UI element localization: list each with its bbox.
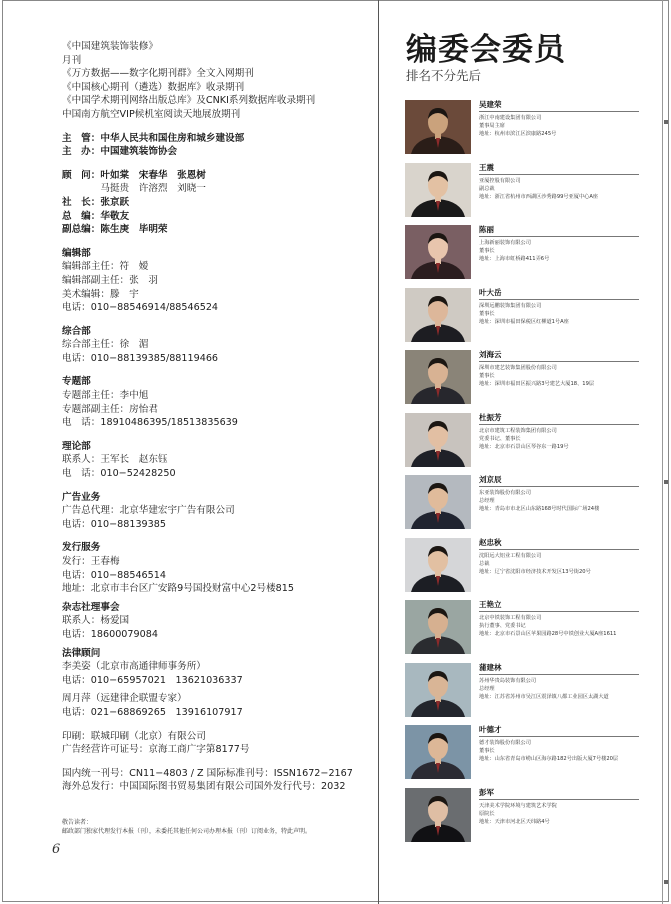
member-name: 叶德才 [479, 725, 502, 734]
section-line: 李美姿（北京市高通律师事务所） [62, 661, 206, 673]
member-detail: 地址：深圳市福田区振兴路3号建艺大厦18、19层 [479, 381, 595, 387]
ad-license: 广告经营许可证号：京海工商广字第8177号 [62, 744, 250, 756]
member-name: 陈丽 [479, 225, 494, 234]
section-line: 电话：18600079084 [62, 628, 158, 640]
member-photo [405, 225, 471, 279]
member-detail: 深圳市建艺装饰集团股份有限公司 [479, 365, 557, 371]
member-name: 杜振芳 [479, 412, 502, 422]
member-info [479, 225, 655, 263]
masthead-column [62, 40, 372, 794]
section-line: 联系人：王军长 赵东钰 [62, 454, 168, 466]
section-title: 发行服务 [62, 542, 101, 554]
member-card [405, 788, 655, 844]
member-detail: 深圳远鹏装饰集团有限公司 [479, 302, 542, 309]
member-name: 王震 [479, 162, 494, 172]
member-card [405, 225, 655, 281]
member-card [405, 725, 655, 781]
notice-text: 邮政部门独家代理发行本报（刊），未委托其他任何公司办理本报（刊）订阅业务，特此声明。 [62, 828, 312, 835]
member-info [479, 600, 655, 638]
member-photo [405, 350, 471, 404]
member-info [479, 100, 655, 138]
magazine-frequency: 月刊 [62, 54, 82, 66]
member-name: 王艳立 [479, 600, 502, 609]
section-line: 专题部副主任：房怡君 [62, 403, 158, 415]
member-info [479, 475, 655, 513]
member-info [479, 163, 655, 201]
member-card [405, 288, 655, 344]
member-name-rule [479, 486, 639, 487]
section-line: 电 话：010−52428250 [62, 468, 176, 480]
index-line: 《中国学术期刊网络出版总库》及CNKI系列数据库收录期刊 [62, 95, 316, 107]
member-detail: 地址：北京市石景山区琴谷东一路19号 [479, 443, 569, 450]
member-photo [405, 475, 471, 529]
section-line: 编辑部副主任：张 羽 [62, 274, 158, 286]
column-divider [378, 0, 379, 904]
member-photo [405, 288, 471, 342]
member-card [405, 663, 655, 719]
member-photo [405, 725, 471, 779]
member-detail: 天津美术学院环境与建筑艺术学院 [479, 802, 557, 809]
member-detail: 苏州华贵岛装饰有限公司 [479, 677, 537, 684]
member-detail: 董事长 [479, 748, 495, 754]
member-detail: 德才装饰股份有限公司 [479, 740, 531, 746]
scrollbar-mark [664, 880, 668, 884]
legal-advisor-2: 周月萍（远建律企联盟专家） [62, 693, 187, 705]
member-name: 吴建荣 [479, 100, 502, 109]
member-detail: 董事长 [479, 310, 495, 317]
member-detail: 地址：深圳市福田保税区红柳道1号A座 [479, 318, 569, 325]
member-detail: 原院长 [479, 810, 495, 817]
member-card [405, 350, 655, 406]
member-detail: 地址：天津市河北区天纬路4号 [479, 818, 550, 825]
section-line: 广告总代理：北京华建宏宇广告有限公司 [62, 505, 235, 517]
index-line: 中国南方航空VIP候机室阅读天地展放期刊 [62, 108, 241, 120]
member-detail: 总经理 [479, 685, 495, 692]
member-photo [405, 163, 471, 217]
section-line: 电话：010−88546514 [62, 569, 166, 581]
member-info [479, 788, 655, 826]
member-detail: 党委书记、董事长 [479, 435, 521, 442]
member-name: 蒲建林 [479, 662, 502, 672]
section-line: 电话：010−88139385 [62, 518, 166, 530]
scrollbar[interactable] [662, 0, 669, 904]
member-name-rule [479, 424, 639, 425]
supervisor: 主 管：中华人民共和国住房和城乡建设部 [62, 132, 245, 144]
section-line: 地址：北京市丰台区广安路9号国投财富中心2号楼815 [62, 583, 294, 595]
member-card [405, 100, 655, 156]
section-title: 综合部 [62, 325, 91, 337]
advisors: 顾 问：叶如棠 宋春华 张恩树 [62, 169, 206, 181]
member-name-rule [479, 299, 639, 300]
member-info [479, 538, 655, 576]
section-title: 广告业务 [62, 491, 101, 503]
member-name-rule [479, 111, 639, 112]
member-photo [405, 663, 471, 717]
member-info [479, 350, 655, 388]
member-detail: 董事长 [479, 373, 495, 379]
member-photo [405, 100, 471, 154]
printer: 印刷：联城印刷（北京）有限公司 [62, 730, 206, 742]
member-card [405, 413, 655, 469]
member-photo [405, 538, 471, 592]
section-line: 联系人：杨爱国 [62, 615, 130, 627]
member-detail: 地址：浙江省杭州市西湖区沙秀路99号亚厦中心A座 [479, 193, 599, 200]
member-card [405, 475, 655, 531]
scrollbar-mark [664, 120, 668, 124]
member-photo [405, 413, 471, 467]
member-photo [405, 788, 471, 842]
magazine-title: 《中国建筑装饰装修》 [62, 41, 158, 52]
member-detail: 董事长 [479, 248, 495, 254]
member-name: 刘京辰 [479, 475, 502, 484]
member-card [405, 538, 655, 594]
member-detail: 沈阳远大铝业工程有限公司 [479, 552, 542, 559]
member-detail: 地址：江苏省苏州市吴江区震泽镇八都工业园区太湖大道 [479, 693, 609, 700]
index-line: 《中国核心期刊（遴选）数据库》收录期刊 [62, 81, 245, 93]
notice-title: 敬告读者： [62, 819, 93, 826]
section-line: 综合部主任：徐 湄 [62, 339, 149, 351]
member-name: 刘海云 [479, 350, 502, 359]
member-detail: 地址：山东省青岛市崂山区海尔路182号出版大厦7号楼20层 [479, 756, 619, 762]
member-info [479, 663, 655, 701]
member-detail: 地址：辽宁省沈阳市经济技术开发区13号街20号 [479, 568, 591, 575]
legal-advisor-2-phone: 电话：021−68869265 13916107917 [62, 706, 243, 718]
issn-line: 国内统一刊号：CN11−4803 / Z 国际标准刊号：ISSN1672−2167 [62, 767, 353, 779]
member-name-rule [479, 549, 639, 550]
member-info [479, 288, 655, 326]
committee-subtitle: 排名不分先后 [406, 68, 482, 83]
member-detail: 执行董事、党委书记 [479, 623, 526, 629]
section-title: 编辑部 [62, 247, 91, 259]
section-line: 专题部主任：李中旭 [62, 390, 149, 402]
member-name-rule [479, 736, 639, 737]
committee-title: 编委会委员 [406, 32, 566, 68]
member-info [479, 413, 655, 451]
member-detail: 北京中铁装饰工程有限公司 [479, 615, 542, 621]
scrollbar-mark [664, 480, 668, 484]
member-detail: 地址：北京市石景山区苹果园路28号中铁创业大厦A座1611 [479, 631, 617, 637]
member-card [405, 600, 655, 656]
member-name-rule [479, 174, 639, 175]
member-detail: 北京市建筑工程装饰集团有限公司 [479, 427, 557, 434]
overseas-distribution: 海外总发行：中国国际图书贸易集团有限公司国外发行代号：2032 [62, 781, 346, 793]
section-title: 杂志社理事会 [62, 601, 120, 613]
member-detail: 地址：青岛市市北区山东路168号时代国际广场24楼 [479, 506, 600, 512]
page-number: 6 [52, 842, 61, 857]
member-name-rule [479, 361, 639, 362]
member-detail: 亚厦控股有限公司 [479, 177, 521, 184]
section-line: 美术编辑：滕 宇 [62, 288, 139, 300]
section-title: 理论部 [62, 440, 91, 452]
deputy-chief-editor: 副总编：陈生庚 毕明荣 [62, 224, 168, 236]
member-detail: 浙江中南建设集团有限公司 [479, 115, 542, 121]
member-name-rule [479, 611, 639, 612]
member-detail: 总裁 [479, 560, 490, 567]
member-name: 彭军 [479, 787, 494, 797]
section-line: 电话：010−88139385/88119466 [62, 352, 219, 364]
member-detail: 总经理 [479, 498, 495, 504]
member-detail: 董事局主席 [479, 123, 505, 129]
member-detail: 东亚装饰股份有限公司 [479, 490, 531, 496]
member-name-rule [479, 799, 639, 800]
member-detail: 地址：上海市虹桥路411弄6号 [479, 256, 550, 262]
section-line: 电话：010−88546914/88546524 [62, 302, 219, 314]
member-name: 叶大岳 [479, 287, 502, 297]
section-line: 发行：王春梅 [62, 556, 120, 567]
president: 社 长：张京跃 [62, 196, 130, 208]
member-detail: 副总裁 [479, 185, 495, 192]
section-line: 电 话：18910486395/18513835639 [62, 417, 238, 429]
reader-notice [62, 818, 362, 836]
index-line: 《万方数据——数字化期刊群》全文入网期刊 [62, 68, 254, 80]
member-detail: 上海新丽装饰有限公司 [479, 240, 531, 246]
sponsor: 主 办：中国建筑装饰协会 [62, 146, 178, 158]
section-title: 法律顾问 [62, 647, 101, 659]
member-detail: 地址：杭州市滨江区滨康路245号 [479, 131, 557, 137]
member-card [405, 163, 655, 219]
chief-editor: 总 编：华敬友 [62, 210, 130, 222]
section-line: 编辑部主任：符 嫒 [62, 261, 149, 273]
section-line: 电话：010−65957021 13621036337 [62, 674, 243, 686]
member-photo [405, 600, 471, 654]
advisors-cont: 马挺贵 许溶烈 刘晓一 [62, 183, 206, 195]
member-name: 赵忠秋 [479, 537, 502, 547]
section-title: 专题部 [62, 376, 91, 388]
member-info [479, 725, 655, 763]
member-name-rule [479, 236, 639, 237]
member-name-rule [479, 674, 639, 675]
